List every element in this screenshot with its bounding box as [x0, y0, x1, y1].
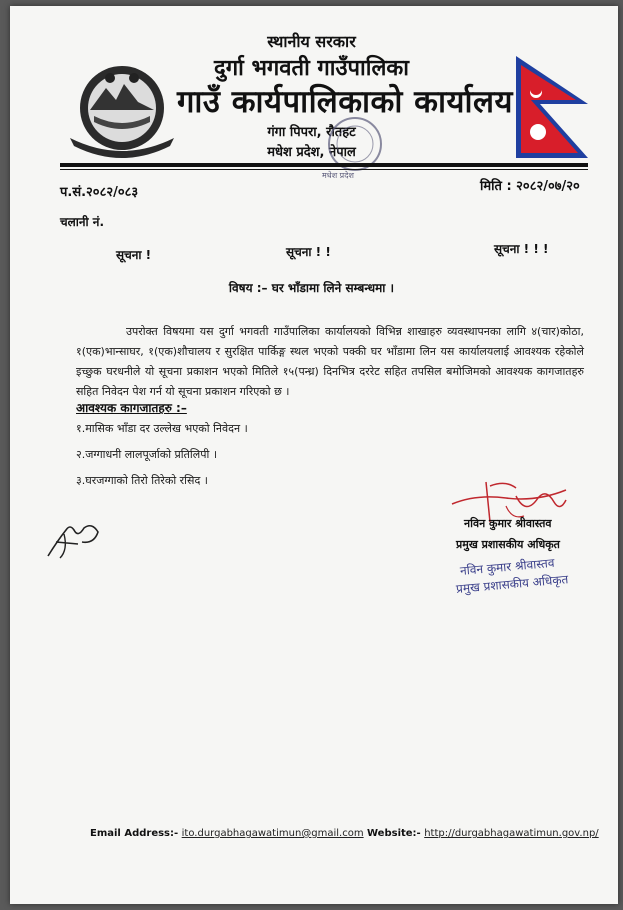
notice-label-2: सूचना ! !: [286, 245, 331, 259]
email-label: Email Address:-: [90, 828, 179, 839]
email-link[interactable]: ito.durgabhagawatimun@gmail.com: [181, 828, 364, 839]
website-link[interactable]: http://durgabhagawatimun.gov.np/: [424, 828, 599, 839]
initials-signature-icon: [44, 520, 102, 560]
stamp-text: मधेश प्रदेश: [322, 171, 354, 180]
header-divider-thin: [60, 169, 588, 170]
seal-title: प्रमुख प्रशासकीय अधिकृत: [455, 572, 569, 596]
notice-label-1: सूचना !: [116, 248, 152, 262]
office-heading: गाउँ कार्यपालिकाको कार्यालय: [176, 84, 514, 120]
header-divider: [60, 163, 588, 167]
signatory-title: प्रमुख प्रशासकीय अधिकृत: [456, 538, 560, 551]
signatory-name: नविन कुमार श्रीवास्तव: [464, 517, 552, 530]
notice-label-3: सूचना ! ! !: [494, 242, 549, 256]
letter-date: मिति : २०८२/०७/२०: [480, 179, 580, 194]
seal-name: नविन कुमार श्रीवास्तव: [459, 555, 555, 578]
requirement-item: २.जग्गाधनी लालपूर्जाको प्रतिलिपी ।: [76, 448, 217, 461]
footer-email: [90, 828, 364, 839]
municipality-heading: दुर्गा भगवती गाउँपालिका: [214, 56, 409, 81]
address-line: गंगा पिपरा, रौतहट: [267, 125, 356, 140]
footer-website: [367, 828, 599, 839]
requirement-item: १.मासिक भाँडा दर उल्लेख भएको निवेदन ।: [76, 422, 248, 435]
requirements-heading: आवश्यक कागजातहरु :–: [76, 401, 187, 415]
province-line: मधेश प्रदेश, नेपाल: [267, 145, 356, 160]
website-label: Website:-: [367, 828, 421, 839]
reference-number: प.सं.२०८२/०८३: [60, 185, 139, 200]
letter-subject: विषय :– घर भाँडामा लिने सम्बन्धमा ।: [228, 281, 395, 295]
letter-body: उपरोक्त विषयमा यस दुर्गा भगवती गाउँपालिका कार्यालयको विभिन्न शाखाहरु व्यवस्थापनका लागि ४(चार)कोठा, १(एक)भान्साघर, १(एक)शौचालय र सुरक्षित पार्किङ्ग स्थल भएको पक्की घर भाँडामा लिन यस कार्यालयलाई आवश्यक रहेकोले इच्छुक घरधनीले यो सूचना प्रकाशन भएको मितिले १५(पन्ध्र) दिनभित्र दररेट सहित तपसिल बमोजिमको आवश्यक कागजातहरु सहित निवेदन पेश गर्न यो सूचना प्रकाशन गरिएको छ ।: [76, 325, 584, 398]
local-government-heading: स्थानीय सरकार: [267, 32, 356, 51]
dispatch-number: चलानी नं.: [60, 215, 105, 229]
requirement-item: ३.घरजग्गाको तिरो तिरेको रसिद ।: [76, 474, 208, 487]
